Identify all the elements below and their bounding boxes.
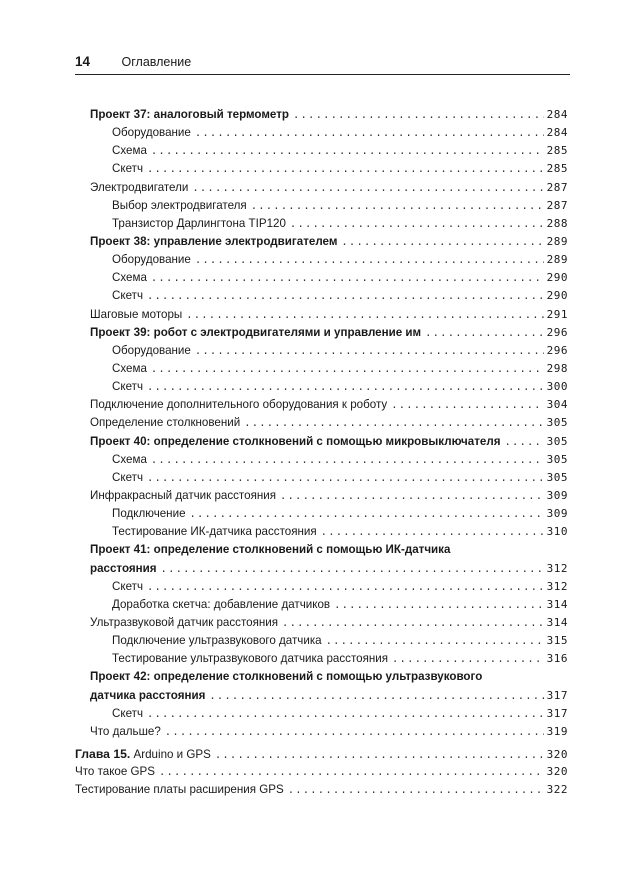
toc-entry[interactable] — [90, 451, 568, 469]
dot-leader — [334, 596, 544, 614]
page-number: 14 — [75, 54, 91, 69]
toc-entry-title: Схема — [112, 361, 147, 375]
toc-page-number: 320 — [546, 765, 568, 779]
toc-entry[interactable] — [90, 705, 568, 723]
header-rule — [75, 74, 570, 75]
toc-page-number: 284 — [546, 108, 568, 121]
toc-entry-title: Электродвигатели — [90, 180, 189, 194]
toc-entry-title: Схема — [112, 144, 147, 158]
toc-page-number: 285 — [546, 162, 568, 176]
toc-entry[interactable] — [90, 414, 568, 432]
toc-entry[interactable] — [90, 687, 568, 705]
dot-leader — [151, 269, 544, 287]
toc-entry-title: Скетч — [112, 706, 143, 720]
toc-page-number: 288 — [546, 216, 568, 230]
dot-leader — [280, 487, 544, 505]
dot-leader — [159, 763, 544, 781]
toc-entry-title: Подключение — [112, 507, 186, 521]
toc-page-number: 287 — [546, 180, 568, 194]
toc-entry-title: Проект 42: определение столкновений с помощью ультразвукового — [90, 670, 483, 684]
toc-entry-title: Ультразвуковой датчик расстояния — [90, 615, 279, 629]
dot-leader — [288, 781, 544, 799]
dot-leader — [321, 523, 544, 541]
toc-page-number: 284 — [546, 126, 568, 140]
toc-entry-title — [75, 745, 211, 764]
toc-entry-title: Инфракрасный датчик расстояния — [90, 488, 276, 502]
dot-leader — [326, 632, 544, 650]
dot-leader — [391, 396, 543, 414]
toc-entry[interactable] — [90, 614, 568, 632]
toc-entry[interactable] — [90, 106, 568, 124]
toc-entry[interactable] — [90, 578, 568, 596]
toc-entry-title: Тестирование платы расширения GPS — [75, 783, 284, 797]
dot-leader — [147, 578, 544, 596]
toc-entry[interactable] — [90, 215, 568, 233]
toc-page-number: 310 — [546, 525, 568, 539]
dot-leader — [209, 687, 543, 705]
toc-page-number: 316 — [546, 652, 568, 666]
toc-entry[interactable] — [90, 632, 568, 650]
toc-page-number: 300 — [546, 380, 568, 394]
toc-chapter-entry[interactable] — [75, 745, 568, 763]
toc-entry-title: Подключение ультразвукового датчика — [112, 634, 322, 648]
toc-entry-title: датчика расстояния — [90, 688, 206, 702]
toc-entry[interactable] — [90, 469, 568, 487]
toc-page-number: 317 — [546, 688, 568, 702]
toc-entry-title: Оборудование — [112, 343, 191, 357]
dot-leader — [425, 324, 544, 342]
toc-entry[interactable] — [90, 287, 568, 305]
toc-entry-title: Шаговые моторы — [90, 307, 183, 321]
toc-page-number: 305 — [546, 434, 568, 448]
toc-entry[interactable] — [90, 179, 568, 197]
toc-list — [90, 106, 568, 741]
dot-leader — [293, 106, 544, 124]
toc-page-number: 319 — [546, 724, 568, 738]
toc-page-number: 312 — [546, 561, 568, 575]
dot-leader — [215, 746, 544, 764]
toc-page-number: 314 — [546, 597, 568, 611]
toc-entry[interactable] — [90, 396, 568, 414]
toc-entry-title: Проект 38: управление электродвигателем — [90, 234, 338, 248]
chapter-title: Arduino и GPS — [133, 748, 211, 761]
toc-entry-title: Выбор электродвигателя — [112, 198, 247, 212]
toc-entry-title: Проект 41: определение столкновений с помощью ИК-датчика — [90, 543, 451, 557]
dot-leader — [195, 342, 544, 360]
toc-entry-title: Скетч — [112, 579, 143, 593]
toc-page-number: 305 — [546, 416, 568, 430]
toc-page-number: 289 — [546, 253, 568, 267]
toc-entry-title: Тестирование ультразвукового датчика расстояния — [112, 652, 389, 666]
dot-leader — [195, 251, 544, 269]
toc-page-number: 285 — [546, 144, 568, 158]
chapter-label: Глава 15. — [75, 747, 131, 761]
toc-entry[interactable] — [90, 269, 568, 287]
dot-leader — [147, 378, 544, 396]
toc-page-number: 290 — [546, 289, 568, 303]
toc-chapter-section — [75, 745, 568, 799]
dot-leader — [341, 233, 543, 251]
toc-page-number: 309 — [546, 488, 568, 502]
toc-entry[interactable] — [90, 596, 568, 614]
toc-entry[interactable] — [90, 668, 568, 686]
dot-leader — [290, 215, 544, 233]
toc-entry[interactable] — [90, 306, 568, 324]
toc-entry[interactable] — [90, 142, 568, 160]
toc-entry-title: Оборудование — [112, 253, 191, 267]
toc-entry[interactable] — [90, 378, 568, 396]
toc-entry-title: Определение столкновений — [90, 416, 241, 430]
toc-page-number: 291 — [546, 307, 568, 321]
toc-entry-title: Скетч — [112, 380, 143, 394]
toc-entry-title: Скетч — [112, 289, 143, 303]
dot-leader — [282, 614, 544, 632]
toc-page-number: 304 — [546, 398, 568, 412]
toc-page-number: 312 — [546, 579, 568, 593]
toc-entry[interactable] — [90, 324, 568, 342]
dot-leader — [161, 560, 544, 578]
dot-leader — [251, 197, 544, 215]
dot-leader — [147, 469, 544, 487]
toc-entry[interactable] — [90, 251, 568, 269]
toc-page-number: 322 — [546, 783, 568, 797]
toc-entry-title: Проект 39: робот с электродвигателями и управление им — [90, 325, 422, 339]
toc-entry-title: Что такое GPS — [75, 765, 156, 779]
toc-entry[interactable] — [90, 723, 568, 741]
dot-leader — [147, 705, 544, 723]
toc-page-number: 309 — [546, 507, 568, 521]
running-title: Оглавление — [121, 55, 192, 69]
dot-leader — [392, 650, 544, 668]
dot-leader — [186, 306, 543, 324]
toc-entry-title: Транзистор Дарлингтона TIP120 — [112, 216, 286, 230]
toc-page-number: 296 — [546, 325, 568, 339]
toc-page-number: 320 — [546, 748, 568, 761]
toc-entry-title: Оборудование — [112, 126, 191, 140]
toc-page-number: 305 — [546, 452, 568, 466]
toc-entry-title: Скетч — [112, 162, 143, 176]
dot-leader — [244, 414, 543, 432]
toc-entry[interactable] — [90, 523, 568, 541]
dot-leader — [151, 451, 544, 469]
toc-page-number: 296 — [546, 343, 568, 357]
toc-entry-title: расстояния — [90, 561, 157, 575]
toc-entry-title: Скетч — [112, 470, 143, 484]
toc-entry[interactable] — [90, 160, 568, 178]
toc-entry-title: Проект 37: аналоговый термометр — [90, 108, 289, 121]
toc-entry-title: Проект 40: определение столкновений с помощью микровыключателя — [90, 434, 501, 448]
toc-entry[interactable] — [90, 197, 568, 215]
toc-entry[interactable] — [90, 233, 568, 251]
toc-entry[interactable] — [75, 781, 568, 799]
dot-leader — [151, 142, 544, 160]
dot-leader — [147, 287, 544, 305]
dot-leader — [147, 160, 544, 178]
toc-entry[interactable] — [90, 433, 568, 451]
dot-leader — [192, 179, 543, 197]
toc-entry[interactable] — [90, 342, 568, 360]
toc-page-number: 289 — [546, 234, 568, 248]
toc-page-number: 298 — [546, 361, 568, 375]
toc-entry[interactable] — [90, 505, 568, 523]
toc-entry[interactable] — [90, 560, 568, 578]
toc-entry[interactable] — [90, 360, 568, 378]
toc-entry-title: Схема — [112, 271, 147, 285]
toc-page-number: 290 — [546, 271, 568, 285]
dot-leader — [190, 505, 544, 523]
toc-entry[interactable] — [75, 763, 568, 781]
toc-page-number: 315 — [546, 634, 568, 648]
toc-entry[interactable] — [90, 487, 568, 505]
toc-page-number: 287 — [546, 198, 568, 212]
dot-leader — [504, 433, 543, 451]
toc-entry[interactable] — [90, 541, 568, 559]
dot-leader — [151, 360, 544, 378]
toc-entry-title: Что дальше? — [90, 724, 161, 738]
toc-entry[interactable] — [90, 650, 568, 668]
toc-entry-title: Схема — [112, 452, 147, 466]
dot-leader — [165, 723, 544, 741]
toc-page-number: 314 — [546, 615, 568, 629]
dot-leader — [195, 124, 544, 142]
running-header — [75, 53, 570, 71]
toc-page-number: 305 — [546, 470, 568, 484]
toc-entry-title: Доработка скетча: добавление датчиков — [112, 597, 331, 611]
toc-entry-title: Тестирование ИК-датчика расстояния — [112, 525, 317, 539]
toc-entry-title: Подключение дополнительного оборудования к роботу — [90, 398, 388, 412]
toc-entry[interactable] — [90, 124, 568, 142]
toc-page-number: 317 — [546, 706, 568, 720]
